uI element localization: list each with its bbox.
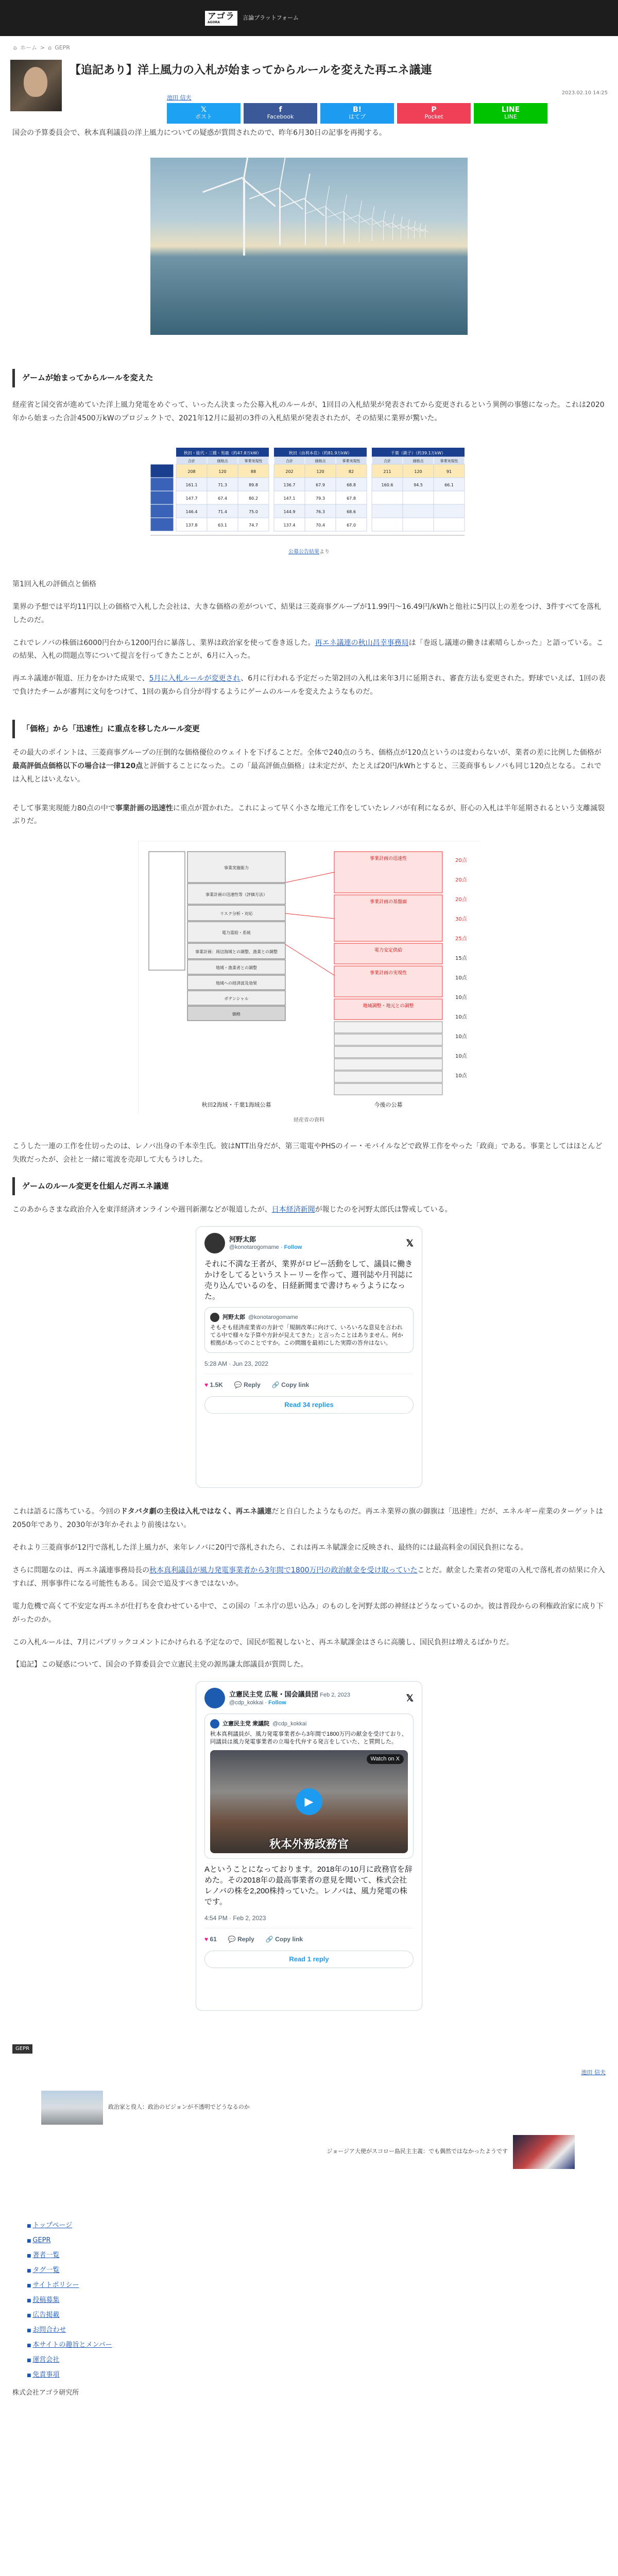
link-icon: 🔗 [271, 1381, 280, 1389]
table-cell-value: 120 [414, 469, 422, 474]
table-cell-value: 79.3 [316, 496, 325, 501]
footer-link[interactable]: タグ一覧 [32, 2266, 60, 2274]
table-cell [403, 518, 434, 531]
tweet-handle[interactable]: @cdp_kokkai [229, 1699, 264, 1706]
chart-score: 10点 [455, 975, 467, 981]
table-cell-value: 66.1 [444, 483, 454, 488]
turbine-blade [359, 201, 362, 215]
footer-link[interactable]: 免責事項 [32, 2370, 60, 2379]
table-source-link[interactable]: 公募公告結果 [288, 549, 319, 555]
share-label: Facebook [267, 113, 294, 120]
intro-paragraph: 国会の予算委員会で、秋本真利議員の洋上風力についての疑惑が質問されたので、昨年6月30日の記事を再掲する。 [12, 129, 386, 137]
table-cell-value: 136.7 [283, 483, 296, 488]
table-col-label: 合計 [286, 459, 293, 464]
site-logo[interactable]: アゴラ AGORA [205, 11, 237, 26]
table-cell-value: 70.4 [316, 523, 325, 528]
chart-left-label: 電力需給・系統 [221, 930, 251, 936]
tweet-timestamp[interactable]: 5:28 AM · Jun 23, 2022 [204, 1358, 414, 1374]
table-cell-value: 120 [316, 469, 324, 474]
tweet-handle[interactable]: @konotarogomame [229, 1244, 279, 1251]
table-cell-value: 75.0 [249, 510, 258, 515]
table-cell-value: 137.4 [283, 523, 296, 528]
breadcrumb-home[interactable]: ホーム [20, 44, 37, 51]
footer-link-item [27, 2368, 606, 2383]
table-cell [372, 491, 403, 504]
turbine-blade [243, 158, 252, 178]
table-cell-value: 67.9 [316, 483, 325, 488]
share-label: Pocket [424, 113, 443, 120]
author-link[interactable]: 池田 信夫 [167, 94, 192, 101]
table-row-header [150, 491, 174, 504]
turbine-blade [305, 174, 310, 199]
table-group-label: 秋田（由利本荘）（約81.9万kW） [288, 451, 352, 456]
chart-right-label: 事業計画の基盤面 [369, 900, 407, 905]
table-cell-value: 74.7 [249, 523, 258, 528]
table-group-label: 秋田・能代・三種・男鹿（約47.8万kW） [183, 451, 262, 456]
breadcrumb-sep-icon: ⌂ [48, 44, 52, 51]
share-buttons [167, 103, 547, 124]
paragraph: 経産省と国交省が進めていた洋上風力発電をめぐって、いったん決まった公募入札のルールが、1回目の入札結果が発表されてから変更されるという異例の事態になった。これは2020年から始まった合計4500万kWのプロジェクトで、2021年12月に最初の3件の入札結果が発表されたが、その結果に業界が驚いた。 [12, 400, 605, 422]
paragraph: 電力危機で高くて不安定な再エネが仕打ちを食わせている中で、この国の「エネ庁の思い込み」のものしを河野太郎の神経はどうなっているのか。彼は普段からの利権政治家に成り下がったのか。 [12, 1602, 604, 1624]
footer-link[interactable]: 運営会社 [32, 2355, 60, 2364]
footer-link-item [27, 2308, 606, 2323]
related-thumbnail[interactable] [41, 2091, 103, 2125]
table-cell-value: 208 [187, 469, 196, 474]
bid-result-table-figure [12, 443, 606, 557]
chart-left-label: 事業計画の迅速性等（評価方法） [205, 892, 267, 897]
table-cell-value: 68.8 [347, 483, 356, 488]
paragraph: これでレノバの株価は6000円台から1200円台に暴落し、業界は政治家を使って巻き返した。再エネ議連の秋山昌幸事務局は「巻返し議連の働きは素晴らしかった」と語っている。この結果、入札の問題点等について提言を行ってきたことが、6月に入った。 [12, 638, 604, 660]
evaluation-chart-figure [12, 841, 606, 1126]
turbine-blade [408, 219, 409, 226]
footer-link[interactable]: GEPR [32, 2236, 51, 2244]
x-logo-icon[interactable]: 𝕏 [406, 1238, 414, 1249]
chart-score: 20点 [455, 858, 467, 864]
author-footer-link[interactable]: 池田 信夫 [581, 2069, 606, 2076]
chart-left-label: 価格 [232, 1012, 241, 1017]
heart-icon: ♥ [204, 1381, 209, 1389]
turbine-tower [414, 227, 415, 239]
table-cell-value: 161.1 [185, 483, 198, 488]
section-heading-speed: 「価格」から「迅速性」に重点を移したルール変更 [12, 720, 606, 738]
chart-right-label: 事業計画の迅速性 [369, 856, 407, 862]
turbine-blade [203, 177, 243, 193]
table-cell-value: 91 [446, 469, 452, 474]
article-body [10, 127, 608, 2399]
turbine-tower [344, 212, 345, 244]
turbine-blade [325, 185, 330, 207]
table-col-label: 事業実現性 [244, 459, 263, 464]
footer-link[interactable]: サイトポリシー [32, 2281, 79, 2289]
footer-link[interactable]: お問合わせ [32, 2326, 66, 2334]
bid-result-table [145, 443, 473, 546]
table-cell [434, 504, 465, 518]
article-header [10, 60, 608, 120]
related-item[interactable] [12, 2135, 606, 2169]
footer-link-item [27, 2293, 606, 2308]
chart-left-label: 事業実施能力 [224, 866, 249, 871]
paragraph: さらに問題なのは、再エネ議連事務局長の秋本真利議員が風力発電事業者から3年間で1800万円の政治献金を受け取っていたことだ。献金した業者の発電の入札で落札者の結果に介入すれば、刑事事件になる可能性もある。国会で追及すべきではないか。 [12, 1566, 605, 1588]
paragraph: それより三菱商事が12円で落札した洋上風力が、来年レノバに20円で落札されたら、これは再エネ賦課金に反映され、最終的には最高料金の国民負担になる。 [12, 1544, 528, 1552]
table-cell-value: 68.6 [347, 510, 356, 515]
table-cell-value: 147.1 [283, 496, 296, 501]
footer-link-item [27, 2338, 606, 2353]
chart-right-row [334, 1083, 442, 1095]
table-cell [403, 491, 434, 504]
table-row-header [150, 518, 174, 531]
video-thumbnail[interactable] [210, 1750, 408, 1853]
table-cell-value: 160.6 [381, 483, 393, 488]
reply-icon: 💬 [228, 1936, 236, 1943]
like-button[interactable]: ♥ 61 [204, 1936, 217, 1943]
paragraph: 業界の予想では平均11円以上の価格で入札した会社は、大きな価格の差がついて、結果は三菱商事グループが11.99円～16.49円/kWhと他社に5円以上の差をつけ、3件すべてを落札したのだ。 [12, 602, 602, 624]
table-cell-value: 67.0 [347, 523, 356, 528]
quoted-tweet[interactable]: 立憲民主党 衆議院 @cdp_kokkai 秋本真利議員が、風力発電事業者から3年間で1800万円の献金を受けており、同議員は風力発電事業者の立場を代弁する発言をしていた、と質問した。 ▶ Watch on X 秋本外務政務官 [204, 1714, 414, 1859]
tweet-timestamp[interactable]: 4:54 PM · Feb 2, 2023 [204, 1912, 414, 1928]
table-cell-value: 71.4 [218, 510, 227, 515]
paragraph: 第1回入札の評価点と価格 [12, 580, 96, 588]
chart-score: 10点 [455, 1073, 467, 1079]
breadcrumb-home-icon[interactable]: ⌂ [13, 44, 17, 51]
table-cell [403, 504, 434, 518]
table-cell-value: 202 [285, 469, 294, 474]
share-icon: f [279, 106, 282, 114]
table-cell-value: 89.8 [249, 483, 258, 488]
table-col-label: 合計 [384, 459, 391, 464]
watch-on-x-badge[interactable]: Watch on X [367, 1754, 404, 1764]
chart-score: 10点 [455, 1034, 467, 1040]
chart-right-label: 地域調整・地元との調整 [362, 1004, 414, 1009]
inline-link[interactable]: 日本経済新聞 [271, 1206, 315, 1214]
tweet-text: Aということになっております。2018年の10月に政務官を辞めた。その2018年の最高事業者の意見を聞いて、株式会社レノバの株を2,200株持っていた。レノバは、風力発電の株です。 [204, 1865, 413, 1907]
footer-link-item [27, 2233, 606, 2248]
paragraph: そして事業実現能力80点の中で事業計画の迅速性に重点が置かれた。これによって早く小さな地元工作をしていたレノバが有利になるが、肝心の入札は半年延期されるという支離滅裂ぶりだ。 [12, 804, 605, 826]
tweet-avatar[interactable] [204, 1688, 225, 1708]
chart-score: 20点 [455, 897, 467, 903]
tag-gepr[interactable]: GEPR [12, 2044, 32, 2054]
paragraph: この入札ルールは、7月にパブリックコメントにかけられる予定なので、国民が監視しないと、再エネ賦課金はさらに高騰し、国民負担は増えるばかりだ。 [12, 1638, 513, 1647]
table-cell-value: 82 [348, 469, 354, 474]
table-cell [372, 504, 403, 518]
turbine-blade [392, 214, 394, 223]
table-col-label: 事業実現性 [440, 459, 458, 464]
chart-score: 30点 [455, 917, 467, 923]
footer-link-item [27, 2263, 606, 2278]
author-footer [12, 2067, 606, 2078]
chart-left-label: ポテンシャル [224, 996, 249, 1002]
turbine-blade [279, 158, 285, 189]
table-cell-value: 120 [218, 469, 227, 474]
copyright: 株式会社アゴラ研究所 [12, 2388, 79, 2397]
paragraph: こうした一連の工作を仕切ったのは、レノバ出身の千本幸生氏。彼はNTT出身だが、第三電電やPHSのイー・モバイルなどで政界工作をやった「政商」である。事業としてはほとんど失敗だったが、会社と一緒に電波を売却して大もうけした。 [12, 1142, 603, 1164]
copy-link-button[interactable]: 🔗 Copy link [271, 1381, 310, 1389]
reply-icon: 💬 [234, 1381, 242, 1389]
chart-right-box [334, 943, 442, 964]
turbine-blade [425, 225, 426, 229]
table-col-label: 事業実現性 [342, 459, 360, 464]
footer-link-item [27, 2218, 606, 2233]
table-cell-value: 63.1 [218, 523, 227, 528]
turbine-blade [414, 221, 416, 227]
chart-score: 10点 [455, 995, 467, 1001]
turbine-blade [305, 206, 325, 214]
tweet-follow-link[interactable]: Follow [268, 1699, 286, 1706]
turbine-blade [383, 210, 386, 221]
turbine-blade [281, 198, 305, 207]
section-heading-rule: ゲームが始まってからルールを変えた [12, 369, 606, 387]
related-articles [12, 2091, 606, 2169]
chart-right-label: 事業計画の実現性 [369, 971, 407, 976]
chart-left-label: 地域・漁業者との調整 [215, 965, 257, 971]
paragraph: 再エネ議連が報道、圧力をかけた成果で、5月に入札ルールが変更され、6月に行われる予定だった第2回の入札は来年3月に延期され、審査方法も変更された。野球でいえば、1回の表で負けたチームが審判に文句をつけて、1回の裏から自分が得するようにゲームのルールを変えたようなものだ。 [12, 674, 606, 697]
turbine-blade [401, 216, 403, 225]
turbine-blade [242, 178, 276, 207]
breadcrumb [10, 36, 608, 60]
embedded-tweet[interactable]: 河野太郎 @konotarogomame · Follow 𝕏 それに不満な王者が、業界がロビー活動をして、議員に働きかけをしてるというストーリーを作って、週刊誌や月刊誌に売り込んでいるのを、日経新聞まで書けちゃうようになった。 河野太郎 @konotarogomame そもそも経済産業省の方針で「規制改革に向けて、いろいろな意見を言われてる中で様々な予算や方針が見えてきた」と言ったことはありません。何か根拠があってのことですか。この問題を最初にした実際の答弁はない。 5:28 AM · Jun 23, 2022 ♥ 1.5K 💬 Reply 🔗 Copy link Read 34 replies [196, 1226, 422, 1488]
share-icon: 𝕏 [200, 106, 207, 114]
offshore-wind-photo [150, 158, 468, 335]
inline-link[interactable]: 再エネ議連の秋山昌幸事務局 [315, 638, 409, 647]
turbine-blade [325, 207, 341, 221]
table-col-label: 合計 [188, 459, 195, 464]
inline-link[interactable]: 秋本真利議員が風力発電事業者から3年間で1800万円の政治献金を受け取っていた [149, 1566, 418, 1574]
paragraph: 【追記】この疑惑について、国会の予算委員会で立憲民主党の源馬謙太郎議員が質問した。 [12, 1660, 308, 1669]
reply-button[interactable]: 💬 Reply [228, 1936, 254, 1943]
footer-link-item [27, 2278, 606, 2293]
turbine-tower [383, 221, 384, 241]
bid-result-table-svg [145, 443, 473, 546]
table-col-label: 価格点 [217, 459, 228, 464]
footer-link[interactable]: トップページ [32, 2221, 73, 2229]
share-label: ポスト [195, 113, 212, 120]
paragraph: これは語るに落ちている。今回のドタバタ劇の主役は入札ではなく、再エネ議連だと自白したようなものだ。再エネ業界の旗の御旗は「迅速性」だが、エネルギー産業のターゲットは2050年であり、2030年が3年かそれより前後はない。 [12, 1507, 603, 1530]
related-thumbnail[interactable] [513, 2135, 575, 2169]
share-button-0[interactable] [167, 103, 241, 124]
footer-link[interactable]: 本サイトの趣旨とメンバー [32, 2341, 112, 2349]
video-caption: 秋本外務政務官 [269, 1838, 349, 1851]
table-cell [372, 518, 403, 531]
section-heading-game: ゲームのルール変更を仕組んだ再エネ議連 [12, 1177, 606, 1196]
table-row-header [150, 464, 174, 478]
table-cell-value: 67.4 [218, 496, 227, 501]
paragraph: その最大のポイントは、三菱商事グループの圧倒的な価格優位のウェイトを下げることだ。全体で240点のうち、価格点が120点というのは変わらないが、業者の差に比例した価格が最高評価点価格以下の場合は一律120点と評価することになった。この「最高評価点価格」は未定だが、たとえば20円/kWhとすると、三菱商事もレノバも同じ120点となる。これでは入札とはいえない。 [12, 748, 602, 784]
turbine-blade [372, 206, 374, 218]
table-cell-value: 80.2 [249, 496, 258, 501]
turbine-blade [344, 194, 347, 212]
evaluation-chart-svg [139, 841, 481, 1114]
table-row-header [150, 478, 174, 491]
table-col-label: 価格点 [413, 459, 424, 464]
share-button-3[interactable] [397, 103, 471, 124]
reply-button[interactable]: 💬 Reply [234, 1381, 261, 1389]
table-cell-value: 94.5 [414, 483, 423, 488]
table-cell-value: 211 [383, 469, 391, 474]
play-icon[interactable]: ▶ [296, 1788, 322, 1815]
chart-score: 10点 [455, 1014, 467, 1021]
author-avatar[interactable] [10, 60, 62, 111]
tweet-text: それに不満な王者が、業界がロビー活動をして、議員に働きかけをしてるというストーリーを作って、週刊誌や月刊誌に売り込んでいるのを、日経新聞まで書けちゃうようになった。 [204, 1260, 413, 1301]
table-cell-value: 76.3 [316, 510, 325, 515]
table-col-label: 価格点 [315, 459, 326, 464]
x-logo-icon[interactable]: 𝕏 [406, 1693, 414, 1704]
table-cell-value: 137.8 [185, 523, 198, 528]
turbine-tower [305, 199, 306, 245]
embedded-tweet[interactable]: 立憲民主党 広報・国会議員団 Feb 2, 2023 @cdp_kokkai · Follow 𝕏 立憲民主党 衆議院 @cdp_kokkai 秋本真利議員が、風力発電事業者から3年間で1800万円の献金を受けており、同議員は風力発電事業者の立場を代弁する発言をしていた、と質問した。 ▶ Watch on X 秋本外務政務官 Aということになっております。2018年の10月に政務官を辞めた。その2018年の最高事業者の意見を聞いて、株式会社レノバの株を2,200株持っていた。レノバは、風力発電の株です。 4:54 PM · Feb 2, 2023 ♥ 61 💬 Reply 🔗 Copy link Read 1 reply [196, 1681, 422, 2011]
footer-link[interactable]: 広告掲載 [32, 2311, 60, 2319]
footer-link[interactable]: 投稿募集 [32, 2296, 60, 2304]
footer-link-item [27, 2353, 606, 2368]
share-label: LINE [504, 113, 517, 120]
related-title[interactable]: ジョージア大使がスコロー島民主主義：でも偶然ではなかったようです [327, 2148, 508, 2155]
turbine-blade [327, 211, 344, 218]
wind-photo-figure [12, 158, 606, 335]
chart-left-label: リスク分析・対応 [219, 911, 253, 917]
copy-link-button[interactable]: 🔗 Copy link [265, 1936, 303, 1943]
article-date: 2023.02.10 14:25 [561, 90, 608, 96]
quoted-avatar [210, 1719, 219, 1728]
table-caption: 公募公告結果より [288, 549, 330, 555]
site-tagline: 言論プラットフォーム [243, 14, 299, 21]
footer-nav [12, 2218, 606, 2383]
chart-score: 15点 [455, 956, 467, 962]
breadcrumb-separator: > [40, 44, 45, 51]
turbine-tower [279, 189, 281, 245]
table-cell-value: 67.8 [347, 496, 356, 501]
paragraph: このあからさまな政治介入を東洋経済オンラインや週刊新潮などが報道したが、日本経済新聞が報じたのを河野太郎氏は警戒している。 [12, 1206, 452, 1214]
quoted-text: そもそも経済産業省の方針で「規制改革に向けて、いろいろな意見を言われてる中で様々な予算や方針が見えてきた」と言ったことはありません。何か根拠があってのことですか。この問題を最初にした実際の答弁はない。 [210, 1325, 403, 1347]
site-header [0, 0, 618, 36]
heart-icon: ♥ [204, 1936, 209, 1943]
link-icon: 🔗 [265, 1936, 273, 1943]
tweet-avatar[interactable] [204, 1233, 225, 1253]
chart-score: 25点 [455, 936, 467, 942]
share-button-2[interactable] [320, 103, 394, 124]
chart-left-title: 秋田2海域・千葉1海域公募 [201, 1101, 271, 1109]
table-cell-value: 146.4 [185, 510, 198, 515]
share-icon: LINE [501, 106, 520, 114]
table-cell-value: 147.7 [185, 496, 198, 501]
quoted-avatar [210, 1313, 219, 1322]
turbine-tower [392, 223, 393, 240]
share-icon: B! [352, 106, 362, 114]
turbine-tower [325, 207, 327, 245]
tweet-follow-link[interactable]: Follow [284, 1244, 302, 1251]
related-title[interactable]: 政治家と役人：政治のビジョンが不透明でどうなるのか [108, 2104, 250, 2111]
chart-right-title: 今後の公募 [374, 1101, 402, 1109]
breadcrumb-category[interactable]: GEPR [55, 44, 70, 51]
chart-right-row [334, 1059, 442, 1070]
turbine-blade [420, 223, 421, 228]
chart-left-label: 事業計画：周辺海域との調整、漁業との調整 [195, 950, 278, 955]
footer-link-item [27, 2323, 606, 2338]
share-button-1[interactable] [244, 103, 317, 124]
read-replies-button[interactable]: Read 1 reply [204, 1951, 414, 1968]
related-item[interactable] [12, 2091, 606, 2125]
quoted-tweet[interactable]: 河野太郎 @konotarogomame そもそも経済産業省の方針で「規制改革に向けて、いろいろな意見を言われてる中で様々な予算や方針が見えてきた」と言ったことはありません。何か根拠があってのことですか。この問題を最初にした実際の答弁はない。 [204, 1307, 414, 1353]
chart-score: 20点 [455, 877, 467, 884]
inline-link[interactable]: 5月に入札ルールが変更され [149, 674, 241, 683]
share-label: はてブ [349, 113, 366, 120]
chart-right-row [334, 1071, 442, 1082]
table-row-header [150, 504, 174, 518]
turbine-tower [243, 178, 245, 256]
quoted-text: 秋本真利議員が、風力発電事業者から3年間で1800万円の献金を受けており、同議員は風力発電事業者の立場を代弁する発言をしていた、と質問した。 [210, 1731, 407, 1745]
tweet-author-name[interactable]: 立憲民主党 広報・国会議員団 [229, 1690, 318, 1698]
chart-right-box [334, 999, 442, 1020]
evaluation-chart [138, 841, 480, 1114]
table-cell [434, 518, 465, 531]
article-title: 【追記あり】洋上風力の入札が始まってからルールを変えた再エネ議連 [70, 64, 432, 77]
table-cell-value: 88 [250, 469, 256, 474]
chart-caption: 経産省の資料 [294, 1117, 324, 1124]
tag-list [12, 2042, 606, 2055]
read-replies-button[interactable]: Read 34 replies [204, 1396, 414, 1414]
chart-right-row [334, 1034, 442, 1045]
table-cell-value: 144.9 [283, 510, 296, 515]
table-cell [434, 491, 465, 504]
share-button-4[interactable] [474, 103, 547, 124]
chart-right-label: 電力安定供給 [374, 948, 402, 954]
footer-link-item [27, 2248, 606, 2263]
chart-right-row [334, 1022, 442, 1033]
table-cell-value: 71.3 [218, 483, 227, 488]
footer-link[interactable]: 著者一覧 [32, 2251, 60, 2259]
chart-score: 10点 [455, 1054, 467, 1060]
table-group-label: 千葉（銚子）（約39.1万kW） [390, 451, 446, 456]
tweet-author-name[interactable]: 河野太郎 [229, 1235, 256, 1244]
share-icon: P [431, 106, 437, 114]
chart-right-row [334, 1046, 442, 1058]
chart-left-label: 地域への経済波及効果 [215, 981, 257, 986]
like-button[interactable]: ♥ 1.5K [204, 1381, 223, 1389]
